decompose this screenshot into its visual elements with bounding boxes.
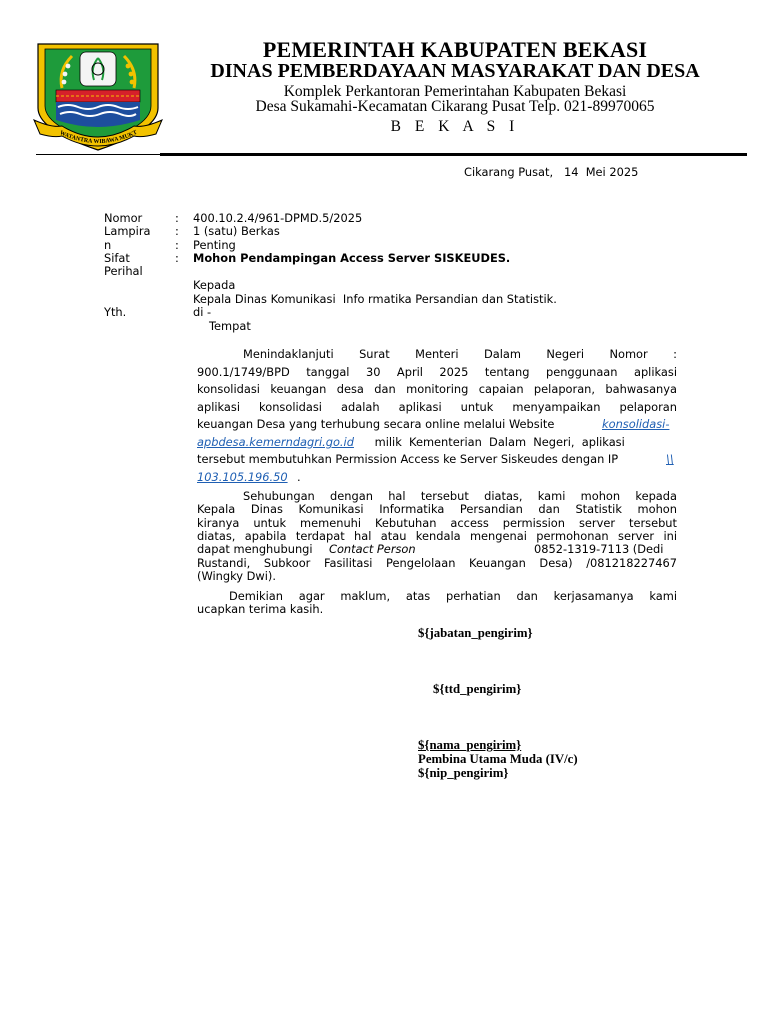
colon: : xyxy=(175,211,179,225)
letterhead-agency-name: DINAS PEMBERDAYAAN MASYARAKAT DAN DESA xyxy=(210,60,700,82)
para1-line: . xyxy=(297,470,301,484)
para2-line: Sehubungan dengan hal tersebut diatas, kami mohon kepada xyxy=(243,489,677,503)
para3-line: Demikian agar maklum, atas perhatian dan kerjasamanya kami xyxy=(229,589,677,603)
para2-line: kiranya untuk memenuhi Kebutuhan access permission server tersebut xyxy=(197,516,677,530)
signature-ttd: ${ttd_pengirim} xyxy=(433,682,522,696)
sifat-value: Penting xyxy=(193,238,236,252)
bekasi-regency-emblem-logo xyxy=(32,38,164,154)
recipient-kepada: Kepada xyxy=(193,278,236,292)
website-link[interactable]: apbdesa.kemerndagri.go.id xyxy=(197,435,354,449)
para2-line: (Wingky Dwi). xyxy=(197,569,276,583)
recipient-di: di - xyxy=(193,305,212,319)
signature-position: ${jabatan_pengirim} xyxy=(418,626,533,640)
letterhead-rule xyxy=(160,153,747,156)
letterhead-address-line-1: Komplek Perkantoran Pemerintahan Kabupaten Bekasi xyxy=(283,83,627,100)
recipient-name: Kepala Dinas Komunikasi Info rmatika Persandian dan Statistik. xyxy=(193,292,557,306)
para2-line: dapat menghubungi xyxy=(197,542,317,556)
letterhead-city: B E K A S I xyxy=(390,118,520,135)
lampiran-label: Lampira xyxy=(104,224,151,238)
colon: : xyxy=(175,224,179,238)
para1-line: 900.1/1749/BPD tanggal 30 April 2025 tentang penggunaan aplikasi xyxy=(197,365,677,379)
ip-link[interactable]: 103.105.196.50 xyxy=(197,470,288,484)
nomor-value: 400.10.2.4/961-DPMD.5/2025 xyxy=(193,211,363,225)
para3-line: ucapkan terima kasih. xyxy=(197,602,324,616)
para1-line: Menindaklanjuti Surat Menteri Dalam Negeri Nomor : xyxy=(243,347,677,361)
lampiran-label-wrap: n xyxy=(104,238,112,252)
para2-line: diatas, apabila terdapat hal atau kendala mengenai permohonan server ini xyxy=(197,529,677,543)
colon: : xyxy=(175,251,179,265)
letterhead-rule-left xyxy=(36,154,160,155)
signature-name: ${nama_pengirim} xyxy=(418,738,522,752)
ip-link[interactable]: \\ xyxy=(666,452,674,466)
para1-line: tersebut membutuhkan Permission Access ke Server Siskeudes dengan IP xyxy=(197,452,619,466)
recipient-tempat: Tempat xyxy=(209,319,251,333)
sifat-label: Sifat xyxy=(104,251,130,265)
para1-line: milik Kementerian Dalam Negeri, aplikasi xyxy=(371,435,625,449)
para1-line: konsolidasi keuangan desa dan monitoring capaian pelaporan, bahwasanya xyxy=(197,382,677,396)
nomor-label: Nomor xyxy=(104,211,143,225)
letter-date: Cikarang Pusat, 14 Mei 2025 xyxy=(464,165,639,179)
website-link[interactable]: konsolidasi- xyxy=(602,417,670,431)
recipient-yth: Yth. xyxy=(104,305,127,319)
contact-phone: 0852-1319-7113 (Dedi xyxy=(534,542,664,556)
para2-line: Kepala Dinas Komunikasi Informatika Persandian dan Statistik mohon xyxy=(197,502,677,516)
para2-line: Rustandi, Subkoor Fasilitasi Pengelolaan Keuangan Desa) /081218227467 xyxy=(197,556,677,570)
perihal-value: Mohon Pendampingan Access Server SISKEUDES. xyxy=(193,251,511,265)
svg-text:SWATANTRA WIBAWA MUKTI: WATANTRA WIBAWA MUKT xyxy=(58,129,139,146)
perihal-label: Perihal xyxy=(104,264,143,278)
letterhead-government-name: PEMERINTAH KABUPATEN BEKASI xyxy=(262,37,648,62)
signature-nip: ${nip_pengirim} xyxy=(418,766,509,780)
letterhead-address-line-2: Desa Sukamahi-Kecamatan Cikarang Pusat Telp. 021-89970065 xyxy=(255,98,655,115)
lampiran-value: 1 (satu) Berkas xyxy=(193,224,280,238)
para1-line: aplikasi konsolidasi adalah aplikasi untuk menyampaikan pelaporan xyxy=(197,400,677,414)
para1-line: keuangan Desa yang terhubung secara online melalui Website xyxy=(197,417,555,431)
signature-rank: Pembina Utama Muda (IV/c) xyxy=(418,752,578,766)
colon: : xyxy=(175,238,179,252)
contact-person-label: Contact Person xyxy=(329,542,416,556)
